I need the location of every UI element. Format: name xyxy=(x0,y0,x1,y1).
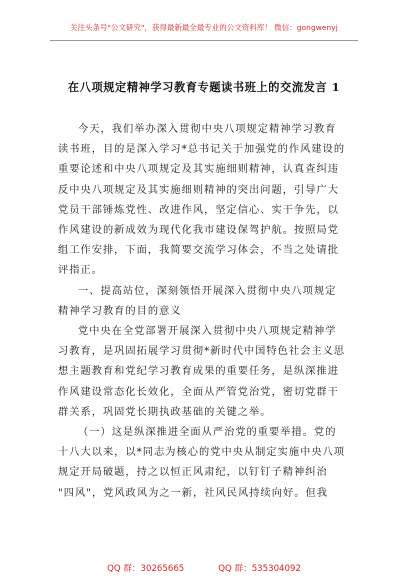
header-banner: 关注头条号"公文研究"，获得最新最全最专业的公文资料库！ 微信：gongwenyj xyxy=(70,23,338,32)
paragraph-line: 评指正。 xyxy=(58,265,103,277)
paragraph-line: 习教育，是巩固拓展学习贯彻*新时代中国特色社会主义思 xyxy=(58,346,346,358)
paragraph-intro xyxy=(58,120,352,282)
paragraph-line: 重要论述和中央八项规定及其实施细则精神，认真查纠违 xyxy=(58,164,339,176)
paragraph-line: 党中央在全党部署开展深入贯彻中央八项规定精神学 xyxy=(78,326,337,338)
section-heading-1 xyxy=(58,282,352,322)
paragraph-line: 想主题教育和党纪学习教育成果的重要任务，是纵深推进 xyxy=(58,366,339,378)
paragraph-line: 反中央八项规定及其实施细则精神的突出问题，引导广大 xyxy=(58,184,339,196)
paragraph-line: 作风建设的新成效为现代化我市建设保驾护航。按照局党 xyxy=(58,225,339,237)
paragraph-line: 党员干部锤炼党性、改进作风，坚定信心、实干争先，以 xyxy=(58,204,339,216)
document-body xyxy=(58,120,352,504)
paragraph-line: 一、提高站位，深刻领悟开展深入贯彻中央八项规定 xyxy=(78,285,337,297)
paragraph-line: 规定开局破题，持之以恒正风肃纪，以钉钉子精神纠治 xyxy=(58,467,328,479)
paragraph-line: "四风"，党风政风为之一新，社风民风持续向好。但我 xyxy=(58,487,328,499)
paragraph-line: （一）这是纵深推进全面从严治党的重要举措。党的 xyxy=(78,427,337,439)
paragraph-line: 群关系，巩固党长期执政基础的关键之举。 xyxy=(58,406,272,418)
footer-banner xyxy=(0,562,408,574)
paragraph-line: 作风建设常态化长效化，全面从严管党治党，密切党群干 xyxy=(58,386,339,398)
paragraph-line: 十八大以来，以*同志为核心的党中央从制定实施中央八项 xyxy=(58,447,346,459)
paragraph-line: 今天，我们举办深入贯彻中央八项规定精神学习教育 xyxy=(78,124,337,135)
document-title: 在八项规定精神学习教育专题读书班上的交流发言 1 xyxy=(67,80,341,94)
paragraph-line: 组工作安排，下面，我简要交流学习体会，不当之处请批 xyxy=(58,245,339,257)
paragraph-line: 精神学习教育的目的意义 xyxy=(58,305,182,317)
header-divider xyxy=(50,40,358,41)
paragraph-point-1 xyxy=(58,423,352,504)
footer-qq-group-1: QQ 群：30265665 xyxy=(107,564,185,574)
footer-qq-group-2: QQ 群：535304092 xyxy=(218,564,301,574)
paragraph-line: 读书班，目的是深入学习*总书记关于加强党的作风建设的 xyxy=(58,144,346,156)
paragraph-significance xyxy=(58,322,352,423)
